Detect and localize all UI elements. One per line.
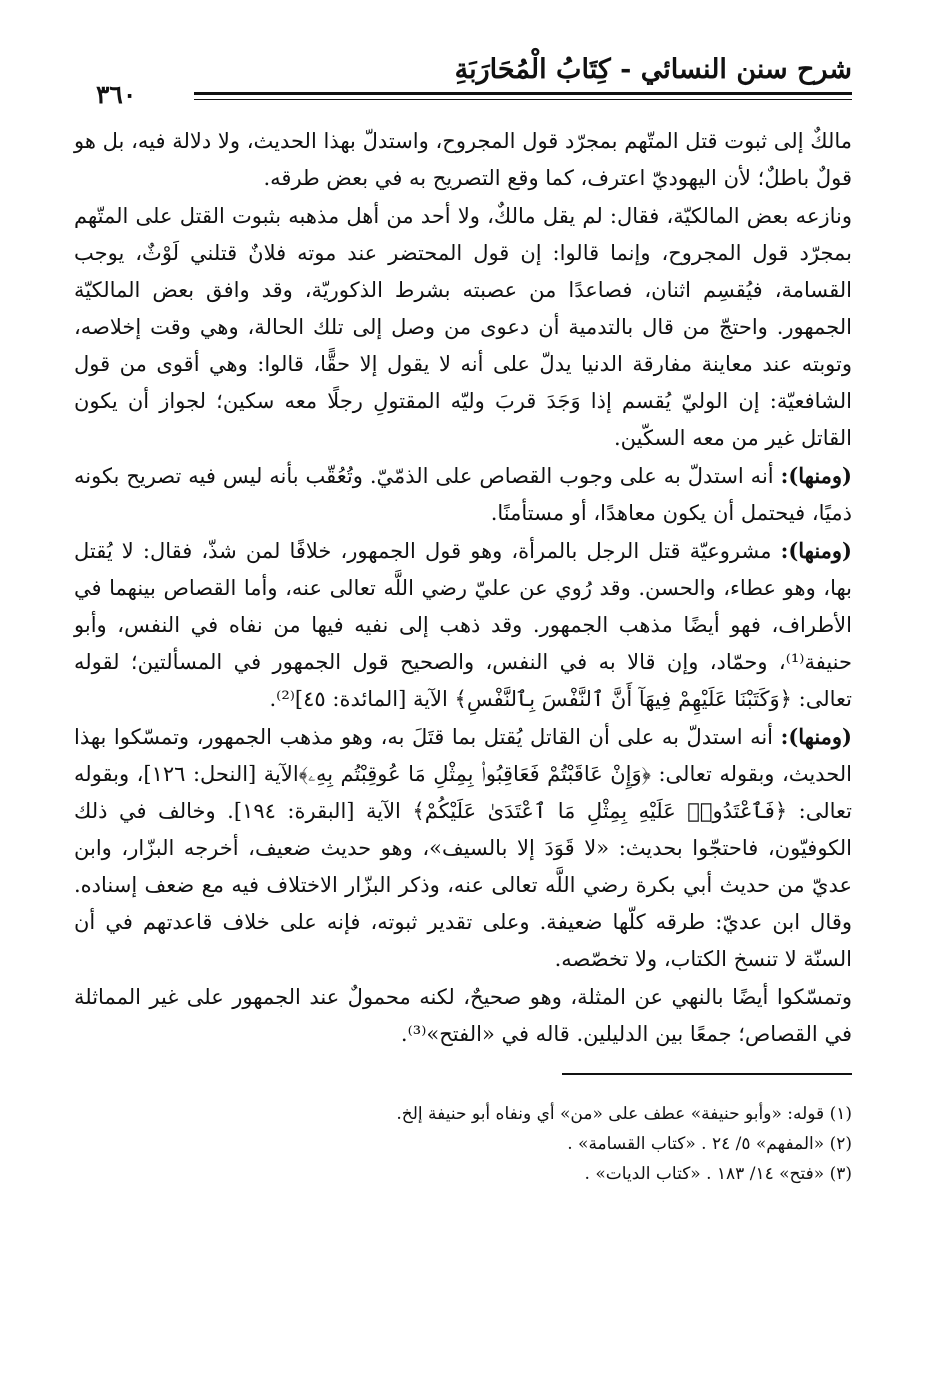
page-number: ٣٦٠ <box>96 80 137 109</box>
paragraph-text: أنه استدلّ به على وجوب القصاص على الذمّيّ. وتُعُقّب بأنه ليس فيه تصريح بكونه ذميًا، فيحتمل أن يكون معاهدًا، أو مستأمنًا. <box>74 464 852 525</box>
footnote: (٢) «المفهم» ٥/ ٢٤ . «كتاب القسامة» . <box>567 1134 852 1154</box>
paragraph-text: مالكٌ إلى ثبوت قتل المتّهم بمجرّد قول المجروح، واستدلّ بهذا الحديث، ولا دلالة فيه، بل هو قولٌ باطلٌ؛ لأن اليهوديّ اعترف، كما وقع التصريح به في بعض طرقه. <box>74 129 852 190</box>
paragraph <box>74 457 852 532</box>
paragraph <box>74 718 852 978</box>
footnote: (٣) «فتح» ١٤/ ١٨٣ . «كتاب الديات» . <box>584 1164 852 1184</box>
paragraph <box>74 978 852 1053</box>
paragraph <box>74 532 852 718</box>
footnotes <box>74 1099 852 1189</box>
paragraph-text: مشروعيّة قتل الرجل بالمرأة، وهو قول الجمهور، خلافًا لمن شذّ، فقال: لا يُقتل بها، وهو عطاء، والحسن. وقد رُوي عن عليّ رضي اللَّه تعالى عنه، وأما القصاص بينهما في الأطراف، فهو أيضًا مذهب الجمهور. وقد ذهب إلى نفيه فيها من نفاه في النفس، وأبو حنيفة⁽¹⁾، وحمّاد، وإن قالا به في النفس، والصحيح قول الجمهور في المسألتين؛ لقوله تعالى: ﴿وَكَتَبْنَا عَلَيْهِمْ فِيهَآ أَنَّ ٱلنَّفْسَ بِٱلنَّفْسِ﴾ الآية [المائدة: ٤٥]⁽²⁾. <box>74 539 852 711</box>
footnote: (١) قوله: «وأبو حنيفة» عطف على «من» أي ونفاه أبو حنيفة إلخ. <box>396 1104 852 1124</box>
paragraph-text: وتمسّكوا أيضًا بالنهي عن المثلة، وهو صحيحٌ، لكنه محمولٌ عند الجمهور على غير المماثلة في القصاص؛ جمعًا بين الدليلين. قاله في «الفتح»⁽³⁾. <box>74 985 852 1046</box>
paragraph-text: ونازعه بعض المالكيّة، فقال: لم يقل مالكٌ، ولا أحد من أهل مذهبه بثبوت القتل على المتّهم بمجرّد قول المجروح، وإنما قالوا: إن قول المحتضر عند موته فلانٌ قتلني لَوْثٌ، يوجب القسامة، فيُقسِم اثنان، فصاعدًا من عصبته بشرط الذكوريّة، وقد وافق بعض المالكيّة الجمهور. واحتجّ من قال بالتدمية أن دعوى من وصل إلى تلك الحالة، وهي وقت إخلاصه، وتوبته عند معاينة مفارقة الدنيا يدلّ على أنه لا يقول إلا حقًّا، قالوا: وهي أقوى من قول الشافعيّة: إن الوليّ يُقسم إذا وَجَدَ قربَ وليّه المقتولِ رجلًا معه سكين؛ لجواز أن يكون القاتل غير من معه السكّين. <box>74 204 852 450</box>
footnote-separator <box>562 1073 852 1075</box>
header-rule <box>194 92 852 95</box>
paragraph-lead: (ومنها): <box>780 724 852 749</box>
paragraph <box>74 197 852 457</box>
page-body <box>74 122 852 1053</box>
paragraph <box>74 122 852 197</box>
paragraph-lead: (ومنها): <box>780 538 852 563</box>
paragraph-lead: (ومنها): <box>780 463 852 488</box>
book-page <box>74 50 852 1189</box>
running-title: شرح سنن النسائي - كِتَابُ الْمُحَارَبَةِ <box>454 54 852 85</box>
running-header <box>74 50 852 109</box>
paragraph-text: أنه استدلّ به على أن القاتل يُقتل بما قتَلَ به، وهو مذهب الجمهور، وتمسّكوا بهذا الحديث، وبقوله تعالى: ﴿وَإِنْ عَاقَبْتُمْ فَعَاقِبُوا۟ بِمِثْلِ مَا عُوقِبْتُم بِهِۦ﴾الآية [النحل: ١٢٦]، وبقوله تعالى: ﴿فَٱعْتَدُوا۟ عَلَيْهِ بِمِثْلِ مَا ٱعْتَدَىٰ عَلَيْكُمْ﴾ الآية [البقرة: ١٩٤]. وخالف في ذلك الكوفيّون، فاحتجّوا بحديث: «لا قَوَدَ إلا بالسيف»، وهو حديث ضعيف، أخرجه البزّار، وابن عديّ من حديث أبي بكرة رضي اللَّه تعالى عنه، وذكر البزّار الاختلاف فيه مع ضعف إسناده. وقال ابن عديّ: طرقه كلّها ضعيفة. وعلى تقدير ثبوته، فإنه على خلاف قاعدتهم في أن السنّة لا تنسخ الكتاب، ولا تخصّصه. <box>74 725 852 971</box>
header-rule <box>194 99 852 100</box>
